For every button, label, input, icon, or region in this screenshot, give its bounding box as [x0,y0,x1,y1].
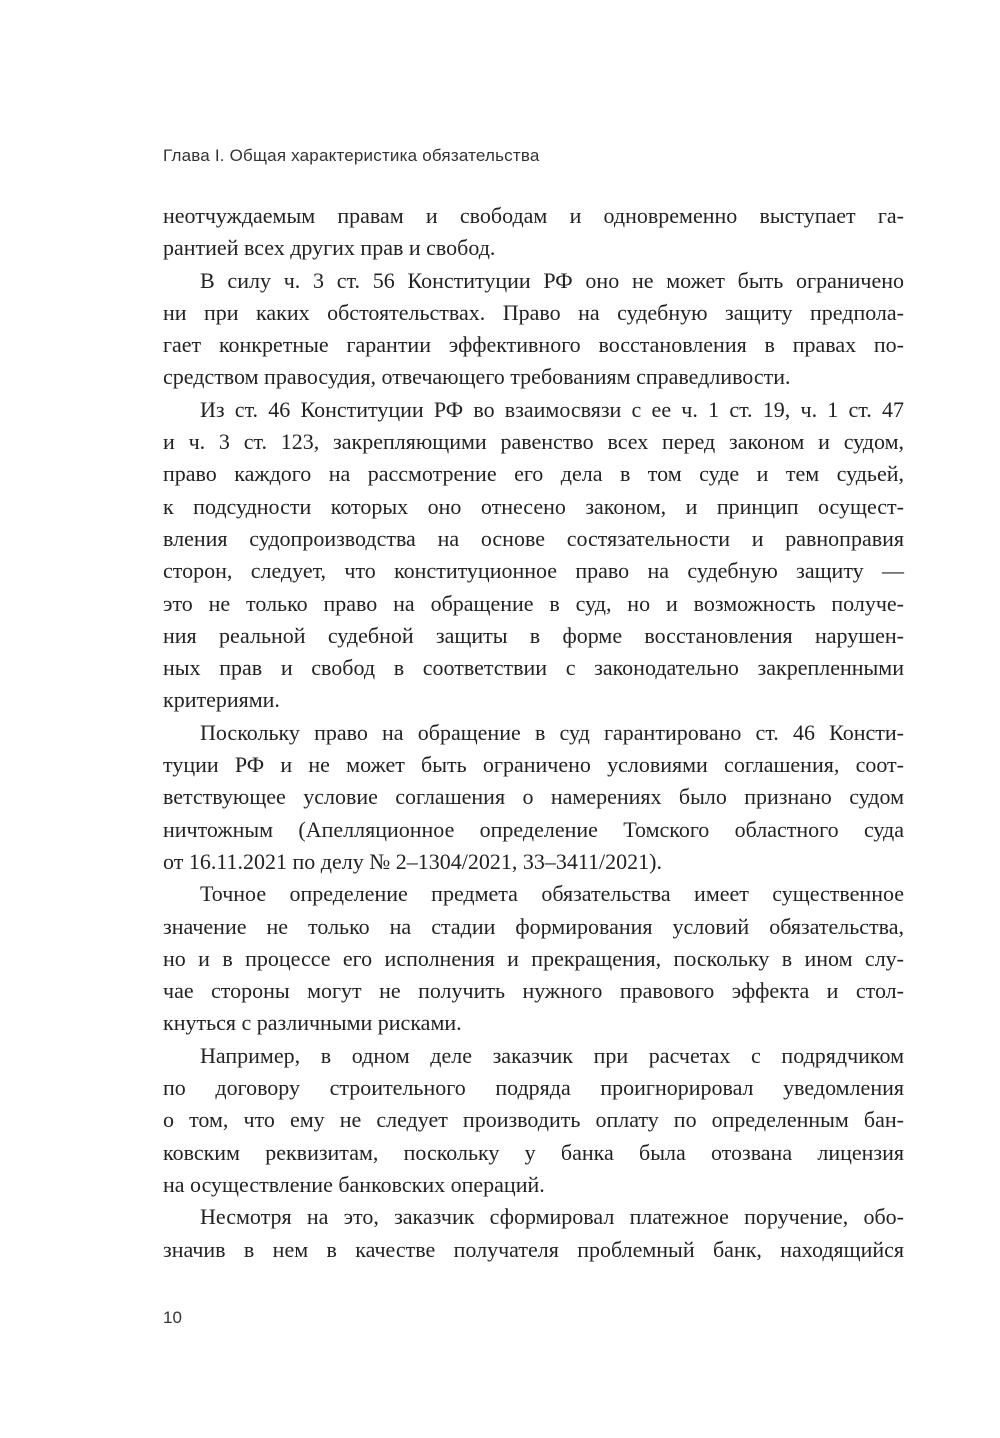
text-line: ных прав и свобод в соответствии с законодательно закрепленными [163,655,904,681]
text-line: кнуться с различными рисками. [163,1010,462,1036]
text-line: к подсудности которых оно отнесено законом, и принцип осущест- [163,493,904,519]
text-line: о том, что ему не следует производить оплату по определенным бан- [163,1107,904,1133]
text-line: вления судопроизводства на основе состязательности и равноправия [163,525,904,551]
text-line: средством правосудия, отвечающего требованиям справедливости. [163,364,791,390]
text-line: значив в нем в качестве получателя проблемный банк, находящийся [163,1236,904,1262]
text-line: на осуществление банковских операций. [163,1171,545,1197]
text-line: Поскольку право на обращение в суд гарантировано ст. 46 Консти- [200,719,904,745]
page-body [163,200,904,1266]
text-line: Точное определение предмета обязательства имеет существенное [200,881,904,907]
text-line: Например, в одном деле заказчик при расчетах с подрядчиком [200,1042,904,1068]
running-head: Глава I. Общая характеристика обязательства [163,146,540,165]
text-line: Несмотря на это, заказчик сформировал платежное поручение, обо- [200,1204,904,1230]
text-line: рантией всех других прав и свобод. [163,235,496,261]
text-line: чае стороны могут не получить нужного правового эффекта и стол- [163,978,904,1004]
text-line: туции РФ и не может быть ограничено условиями соглашения, соот- [163,752,904,778]
text-line: от 16.11.2021 по делу № 2–1304/2021, 33–3411/2021). [163,848,662,874]
text-line: сторон, следует, что конституционное право на судебную защиту — [163,558,904,584]
text-line: неотчуждаемым правам и свободам и одновременно выступает га- [163,203,904,228]
text-line: Из ст. 46 Конституции РФ во взаимосвязи с ее ч. 1 ст. 19, ч. 1 ст. 47 [200,396,904,422]
text-line: по договору строительного подряда проигнорировал уведомления [163,1075,904,1101]
page-number: 10 [163,1308,182,1327]
text-line: значение не только на стадии формирования условий обязательства, [163,913,904,939]
text-line: ничтожным (Апелляционное определение Томского областного суда [163,816,904,842]
text-line: ветствующее условие соглашения о намерениях было признано судом [163,784,904,810]
text-line: ния реальной судебной защиты в форме восстановления нарушен- [163,622,904,648]
text-line: и ч. 3 ст. 123, закрепляющими равенство всех перед законом и судом, [163,429,904,455]
text-line: В силу ч. 3 ст. 56 Конституции РФ оно не может быть ограничено [200,267,904,293]
text-line: право каждого на рассмотрение его дела в том суде и тем судьей, [163,461,904,487]
text-line: но и в процессе его исполнения и прекращения, поскольку в ином слу- [163,945,904,971]
text-line: ни при каких обстоятельствах. Право на судебную защиту предпола- [163,299,904,325]
text-line: ковским реквизитам, поскольку у банка была отозвана лицензия [163,1139,904,1165]
text-line: гает конкретные гарантии эффективного восстановления в правах по- [163,332,904,358]
text-line: это не только право на обращение в суд, но и возможность получе- [163,590,904,616]
text-line: критериями. [163,687,280,713]
